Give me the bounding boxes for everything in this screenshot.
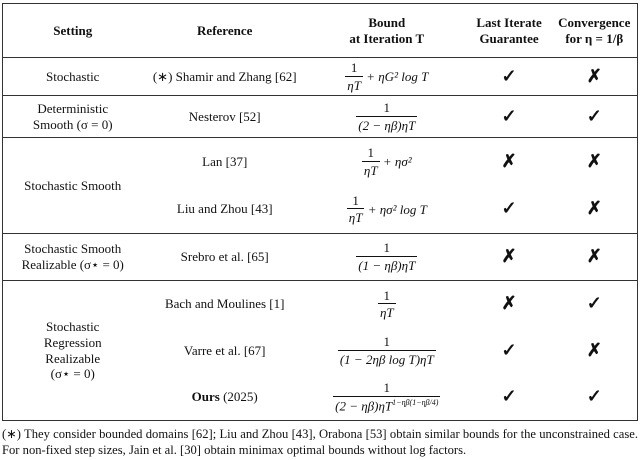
reference-cell: Varre et al. [67] <box>183 343 266 359</box>
header-row <box>3 4 638 58</box>
reference-cell: (∗) Shamir and Zhang [62] <box>142 58 307 96</box>
convergence-mark: ✗ <box>586 340 602 361</box>
setting-cell: Stochastic <box>3 58 143 96</box>
bound-cell: $\frac{1}{(2 - \eta\beta)\eta T^{1-\eta\beta(1-\eta\beta/4)}}$ <box>335 380 439 414</box>
reference-cell: Lan [37] <box>142 138 307 186</box>
bound-cell: $\frac{1}{\eta T}$ <box>307 281 467 328</box>
header-setting: Setting <box>3 4 143 58</box>
convergence-mark: ✓ <box>552 96 638 138</box>
last-iterate-mark: ✓ <box>467 96 552 138</box>
bound-cell: $\frac{1}{(2 - \eta\beta)\eta T}$ <box>307 96 467 138</box>
last-iterate-mark: ✓ <box>501 198 517 219</box>
last-iterate-mark: ✗ <box>467 234 552 281</box>
last-iterate-mark: ✓ <box>501 386 517 407</box>
table-row <box>3 138 638 186</box>
last-iterate-mark: ✓ <box>501 340 517 361</box>
bound-cell: $\frac{1}{\eta T}$ + ησ² log T <box>348 192 427 226</box>
table-row <box>3 234 638 281</box>
convergence-mark: ✗ <box>552 234 638 281</box>
reference-cell: Ours (2025) <box>191 389 258 405</box>
table-row <box>3 58 638 96</box>
convergence-mark: ✗ <box>586 198 602 219</box>
table-row <box>3 96 638 138</box>
setting-cell: Deterministic Smooth (σ = 0) <box>3 96 143 138</box>
convergence-mark: ✗ <box>552 58 638 96</box>
header-last-iterate: Last Iterate Guarantee <box>467 4 552 58</box>
header-convergence: Convergence for η = 1/β <box>552 4 638 58</box>
last-iterate-mark: ✓ <box>467 58 552 96</box>
bound-cell: $\frac{1}{\text{(1 − 2ηβ log T)ηT}}$ <box>339 334 434 367</box>
bound-cell: $\frac{1}{(1 - \eta\beta)\eta T}$ <box>307 234 467 281</box>
convergence-mark: ✓ <box>552 281 638 328</box>
header-bound: Bound at Iteration T <box>307 4 467 58</box>
table-row <box>3 281 638 328</box>
setting-cell: Stochastic Smooth Realizable (σ⋆ = 0) <box>3 234 143 281</box>
convergence-mark: ✗ <box>552 138 638 186</box>
reference-cell: Nesterov [52] <box>142 96 307 138</box>
bound-cell: $\frac{1}{\eta T}$ + ησ² <box>307 138 467 186</box>
reference-cell: Bach and Moulines [1] <box>142 281 307 328</box>
header-reference: Reference <box>142 4 307 58</box>
comparison-table <box>2 3 638 421</box>
setting-cell: Stochastic Regression Realizable (σ⋆ = 0) <box>3 281 143 421</box>
setting-cell: Stochastic Smooth <box>3 138 143 234</box>
bound-cell: $\frac{1}{\eta T}$ + ηG² log T <box>307 58 467 96</box>
reference-cell: Srebro et al. [65] <box>142 234 307 281</box>
table-footnote: (∗) They consider bounded domains [62]; Liu and Zhou [43], Orabona [53] obtain similar bounds for the unconstrained case. For non-fixed step sizes, Jain et al. [30] obtain minimax optimal bounds without log factors. <box>2 427 638 457</box>
last-iterate-mark: ✗ <box>467 138 552 186</box>
last-iterate-mark: ✗ <box>467 281 552 328</box>
convergence-mark: ✓ <box>586 386 602 407</box>
reference-cell: Liu and Zhou [43] <box>176 201 273 217</box>
